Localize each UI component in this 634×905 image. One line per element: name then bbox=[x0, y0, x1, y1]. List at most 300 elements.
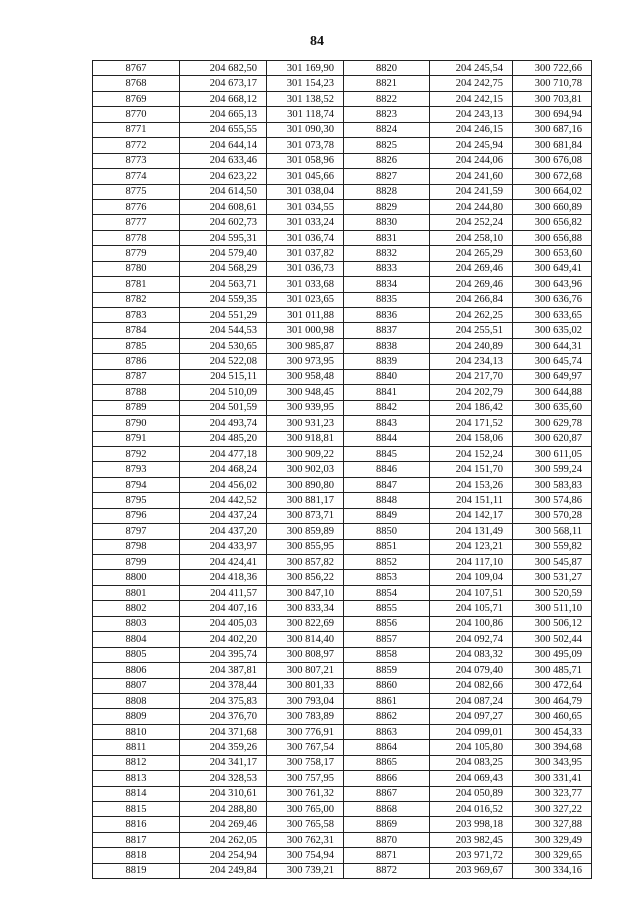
point-number-cell: 8806 bbox=[93, 663, 180, 678]
x-coordinate-cell: 204 477,18 bbox=[180, 446, 267, 461]
point-number-cell: 8803 bbox=[93, 616, 180, 631]
y-coordinate-cell: 301 033,68 bbox=[267, 277, 344, 292]
x-coordinate-cell: 204 244,80 bbox=[430, 199, 513, 214]
point-number-cell: 8778 bbox=[93, 230, 180, 245]
table-row bbox=[93, 585, 592, 600]
x-coordinate-cell: 204 265,29 bbox=[430, 246, 513, 261]
point-number-cell: 8846 bbox=[344, 462, 430, 477]
table-row bbox=[93, 817, 592, 832]
point-number-cell: 8850 bbox=[344, 524, 430, 539]
y-coordinate-cell: 300 855,95 bbox=[267, 539, 344, 554]
table-row bbox=[93, 802, 592, 817]
point-number-cell: 8843 bbox=[344, 416, 430, 431]
point-number-cell: 8821 bbox=[344, 76, 430, 91]
y-coordinate-cell: 300 611,05 bbox=[513, 446, 592, 461]
y-coordinate-cell: 300 629,78 bbox=[513, 416, 592, 431]
y-coordinate-cell: 300 472,64 bbox=[513, 678, 592, 693]
table-row bbox=[93, 832, 592, 847]
y-coordinate-cell: 300 890,80 bbox=[267, 477, 344, 492]
x-coordinate-cell: 204 252,24 bbox=[430, 215, 513, 230]
x-coordinate-cell: 204 485,20 bbox=[180, 431, 267, 446]
point-number-cell: 8835 bbox=[344, 292, 430, 307]
x-coordinate-cell: 204 151,70 bbox=[430, 462, 513, 477]
table-row bbox=[93, 493, 592, 508]
table-row bbox=[93, 678, 592, 693]
point-number-cell: 8786 bbox=[93, 354, 180, 369]
x-coordinate-cell: 204 563,71 bbox=[180, 277, 267, 292]
x-coordinate-cell: 204 142,17 bbox=[430, 508, 513, 523]
y-coordinate-cell: 300 645,74 bbox=[513, 354, 592, 369]
table-row bbox=[93, 477, 592, 492]
y-coordinate-cell: 300 833,34 bbox=[267, 601, 344, 616]
table-row bbox=[93, 385, 592, 400]
x-coordinate-cell: 204 246,15 bbox=[430, 122, 513, 137]
x-coordinate-cell: 204 665,13 bbox=[180, 107, 267, 122]
x-coordinate-cell: 204 437,24 bbox=[180, 508, 267, 523]
x-coordinate-cell: 204 411,57 bbox=[180, 585, 267, 600]
table-row bbox=[93, 199, 592, 214]
point-number-cell: 8849 bbox=[344, 508, 430, 523]
table-row bbox=[93, 76, 592, 91]
point-number-cell: 8825 bbox=[344, 138, 430, 153]
y-coordinate-cell: 300 793,04 bbox=[267, 693, 344, 708]
x-coordinate-cell: 204 269,46 bbox=[430, 261, 513, 276]
y-coordinate-cell: 300 767,54 bbox=[267, 740, 344, 755]
point-number-cell: 8868 bbox=[344, 802, 430, 817]
y-coordinate-cell: 300 985,87 bbox=[267, 338, 344, 353]
x-coordinate-cell: 204 242,15 bbox=[430, 91, 513, 106]
point-number-cell: 8826 bbox=[344, 153, 430, 168]
x-coordinate-cell: 204 328,53 bbox=[180, 771, 267, 786]
x-coordinate-cell: 204 424,41 bbox=[180, 555, 267, 570]
point-number-cell: 8845 bbox=[344, 446, 430, 461]
table-row bbox=[93, 230, 592, 245]
y-coordinate-cell: 301 038,04 bbox=[267, 184, 344, 199]
point-number-cell: 8859 bbox=[344, 663, 430, 678]
x-coordinate-cell: 204 202,79 bbox=[430, 385, 513, 400]
y-coordinate-cell: 300 859,89 bbox=[267, 524, 344, 539]
x-coordinate-cell: 204 371,68 bbox=[180, 724, 267, 739]
y-coordinate-cell: 300 676,08 bbox=[513, 153, 592, 168]
y-coordinate-cell: 300 636,76 bbox=[513, 292, 592, 307]
point-number-cell: 8867 bbox=[344, 786, 430, 801]
x-coordinate-cell: 204 269,46 bbox=[180, 817, 267, 832]
table-row bbox=[93, 771, 592, 786]
point-number-cell: 8815 bbox=[93, 802, 180, 817]
y-coordinate-cell: 300 948,45 bbox=[267, 385, 344, 400]
x-coordinate-cell: 204 668,12 bbox=[180, 91, 267, 106]
table-row bbox=[93, 107, 592, 122]
point-number-cell: 8805 bbox=[93, 647, 180, 662]
y-coordinate-cell: 300 495,09 bbox=[513, 647, 592, 662]
y-coordinate-cell: 300 643,96 bbox=[513, 277, 592, 292]
y-coordinate-cell: 300 918,81 bbox=[267, 431, 344, 446]
x-coordinate-cell: 204 407,16 bbox=[180, 601, 267, 616]
point-number-cell: 8811 bbox=[93, 740, 180, 755]
y-coordinate-cell: 300 681,84 bbox=[513, 138, 592, 153]
table-row bbox=[93, 709, 592, 724]
y-coordinate-cell: 300 394,68 bbox=[513, 740, 592, 755]
x-coordinate-cell: 204 418,36 bbox=[180, 570, 267, 585]
x-coordinate-cell: 204 171,52 bbox=[430, 416, 513, 431]
point-number-cell: 8780 bbox=[93, 261, 180, 276]
point-number-cell: 8865 bbox=[344, 755, 430, 770]
y-coordinate-cell: 300 649,97 bbox=[513, 369, 592, 384]
y-coordinate-cell: 300 334,16 bbox=[513, 863, 592, 878]
point-number-cell: 8787 bbox=[93, 369, 180, 384]
x-coordinate-cell: 204 433,97 bbox=[180, 539, 267, 554]
point-number-cell: 8851 bbox=[344, 539, 430, 554]
x-coordinate-cell: 204 579,40 bbox=[180, 246, 267, 261]
y-coordinate-cell: 300 758,17 bbox=[267, 755, 344, 770]
x-coordinate-cell: 204 109,04 bbox=[430, 570, 513, 585]
x-coordinate-cell: 204 375,83 bbox=[180, 693, 267, 708]
x-coordinate-cell: 204 217,70 bbox=[430, 369, 513, 384]
x-coordinate-cell: 204 243,13 bbox=[430, 107, 513, 122]
point-number-cell: 8788 bbox=[93, 385, 180, 400]
y-coordinate-cell: 300 502,44 bbox=[513, 632, 592, 647]
y-coordinate-cell: 300 649,41 bbox=[513, 261, 592, 276]
x-coordinate-cell: 204 530,65 bbox=[180, 338, 267, 353]
x-coordinate-cell: 204 105,80 bbox=[430, 740, 513, 755]
y-coordinate-cell: 300 783,89 bbox=[267, 709, 344, 724]
point-number-cell: 8813 bbox=[93, 771, 180, 786]
point-number-cell: 8804 bbox=[93, 632, 180, 647]
point-number-cell: 8839 bbox=[344, 354, 430, 369]
point-number-cell: 8861 bbox=[344, 693, 430, 708]
table-row bbox=[93, 539, 592, 554]
x-coordinate-cell: 204 131,49 bbox=[430, 524, 513, 539]
point-number-cell: 8871 bbox=[344, 848, 430, 863]
point-number-cell: 8814 bbox=[93, 786, 180, 801]
x-coordinate-cell: 204 551,29 bbox=[180, 308, 267, 323]
y-coordinate-cell: 301 036,73 bbox=[267, 261, 344, 276]
point-number-cell: 8768 bbox=[93, 76, 180, 91]
point-number-cell: 8796 bbox=[93, 508, 180, 523]
y-coordinate-cell: 300 568,11 bbox=[513, 524, 592, 539]
y-coordinate-cell: 300 506,12 bbox=[513, 616, 592, 631]
y-coordinate-cell: 300 570,28 bbox=[513, 508, 592, 523]
x-coordinate-cell: 204 158,06 bbox=[430, 431, 513, 446]
table-row bbox=[93, 755, 592, 770]
point-number-cell: 8820 bbox=[344, 61, 430, 76]
table-row bbox=[93, 184, 592, 199]
x-coordinate-cell: 204 152,24 bbox=[430, 446, 513, 461]
y-coordinate-cell: 300 710,78 bbox=[513, 76, 592, 91]
y-coordinate-cell: 300 511,10 bbox=[513, 601, 592, 616]
table-row bbox=[93, 508, 592, 523]
table-row bbox=[93, 323, 592, 338]
table-row bbox=[93, 354, 592, 369]
table-row bbox=[93, 632, 592, 647]
y-coordinate-cell: 300 754,94 bbox=[267, 848, 344, 863]
point-number-cell: 8794 bbox=[93, 477, 180, 492]
x-coordinate-cell: 204 083,25 bbox=[430, 755, 513, 770]
y-coordinate-cell: 300 545,87 bbox=[513, 555, 592, 570]
point-number-cell: 8827 bbox=[344, 169, 430, 184]
table-row bbox=[93, 369, 592, 384]
y-coordinate-cell: 300 973,95 bbox=[267, 354, 344, 369]
y-coordinate-cell: 300 327,22 bbox=[513, 802, 592, 817]
x-coordinate-cell: 204 258,10 bbox=[430, 230, 513, 245]
table-row bbox=[93, 740, 592, 755]
point-number-cell: 8840 bbox=[344, 369, 430, 384]
table-row bbox=[93, 138, 592, 153]
x-coordinate-cell: 204 241,60 bbox=[430, 169, 513, 184]
table-row bbox=[93, 153, 592, 168]
point-number-cell: 8847 bbox=[344, 477, 430, 492]
x-coordinate-cell: 204 079,40 bbox=[430, 663, 513, 678]
x-coordinate-cell: 204 288,80 bbox=[180, 802, 267, 817]
point-number-cell: 8831 bbox=[344, 230, 430, 245]
y-coordinate-cell: 300 739,21 bbox=[267, 863, 344, 878]
table-row bbox=[93, 555, 592, 570]
y-coordinate-cell: 300 635,60 bbox=[513, 400, 592, 415]
point-number-cell: 8857 bbox=[344, 632, 430, 647]
point-number-cell: 8863 bbox=[344, 724, 430, 739]
y-coordinate-cell: 300 873,71 bbox=[267, 508, 344, 523]
x-coordinate-cell: 204 117,10 bbox=[430, 555, 513, 570]
x-coordinate-cell: 204 673,17 bbox=[180, 76, 267, 91]
y-coordinate-cell: 301 011,88 bbox=[267, 308, 344, 323]
x-coordinate-cell: 204 437,20 bbox=[180, 524, 267, 539]
x-coordinate-cell: 204 245,94 bbox=[430, 138, 513, 153]
point-number-cell: 8838 bbox=[344, 338, 430, 353]
y-coordinate-cell: 300 656,88 bbox=[513, 230, 592, 245]
y-coordinate-cell: 300 857,82 bbox=[267, 555, 344, 570]
coordinates-table-body bbox=[93, 61, 592, 879]
point-number-cell: 8870 bbox=[344, 832, 430, 847]
point-number-cell: 8800 bbox=[93, 570, 180, 585]
y-coordinate-cell: 300 847,10 bbox=[267, 585, 344, 600]
point-number-cell: 8836 bbox=[344, 308, 430, 323]
y-coordinate-cell: 300 485,71 bbox=[513, 663, 592, 678]
x-coordinate-cell: 204 376,70 bbox=[180, 709, 267, 724]
y-coordinate-cell: 301 090,30 bbox=[267, 122, 344, 137]
table-row bbox=[93, 663, 592, 678]
x-coordinate-cell: 204 105,71 bbox=[430, 601, 513, 616]
y-coordinate-cell: 301 036,74 bbox=[267, 230, 344, 245]
table-row bbox=[93, 122, 592, 137]
table-row bbox=[93, 601, 592, 616]
x-coordinate-cell: 204 544,53 bbox=[180, 323, 267, 338]
x-coordinate-cell: 204 241,59 bbox=[430, 184, 513, 199]
y-coordinate-cell: 301 118,74 bbox=[267, 107, 344, 122]
point-number-cell: 8772 bbox=[93, 138, 180, 153]
y-coordinate-cell: 300 329,49 bbox=[513, 832, 592, 847]
x-coordinate-cell: 204 359,26 bbox=[180, 740, 267, 755]
x-coordinate-cell: 204 262,25 bbox=[430, 308, 513, 323]
point-number-cell: 8802 bbox=[93, 601, 180, 616]
point-number-cell: 8823 bbox=[344, 107, 430, 122]
y-coordinate-cell: 301 058,96 bbox=[267, 153, 344, 168]
y-coordinate-cell: 300 635,02 bbox=[513, 323, 592, 338]
table-row bbox=[93, 431, 592, 446]
x-coordinate-cell: 204 240,89 bbox=[430, 338, 513, 353]
y-coordinate-cell: 301 073,78 bbox=[267, 138, 344, 153]
y-coordinate-cell: 300 762,31 bbox=[267, 832, 344, 847]
y-coordinate-cell: 300 801,33 bbox=[267, 678, 344, 693]
point-number-cell: 8809 bbox=[93, 709, 180, 724]
page-number: 84 bbox=[310, 34, 324, 49]
table-row bbox=[93, 338, 592, 353]
x-coordinate-cell: 203 971,72 bbox=[430, 848, 513, 863]
x-coordinate-cell: 204 099,01 bbox=[430, 724, 513, 739]
x-coordinate-cell: 204 614,50 bbox=[180, 184, 267, 199]
table-row bbox=[93, 277, 592, 292]
x-coordinate-cell: 204 522,08 bbox=[180, 354, 267, 369]
y-coordinate-cell: 300 599,24 bbox=[513, 462, 592, 477]
y-coordinate-cell: 300 909,22 bbox=[267, 446, 344, 461]
x-coordinate-cell: 203 982,45 bbox=[430, 832, 513, 847]
y-coordinate-cell: 301 138,52 bbox=[267, 91, 344, 106]
y-coordinate-cell: 300 776,91 bbox=[267, 724, 344, 739]
y-coordinate-cell: 300 672,68 bbox=[513, 169, 592, 184]
table-row bbox=[93, 724, 592, 739]
x-coordinate-cell: 204 442,52 bbox=[180, 493, 267, 508]
point-number-cell: 8791 bbox=[93, 431, 180, 446]
y-coordinate-cell: 300 327,88 bbox=[513, 817, 592, 832]
x-coordinate-cell: 204 682,50 bbox=[180, 61, 267, 76]
point-number-cell: 8812 bbox=[93, 755, 180, 770]
point-number-cell: 8798 bbox=[93, 539, 180, 554]
point-number-cell: 8830 bbox=[344, 215, 430, 230]
x-coordinate-cell: 204 097,27 bbox=[430, 709, 513, 724]
point-number-cell: 8775 bbox=[93, 184, 180, 199]
y-coordinate-cell: 300 902,03 bbox=[267, 462, 344, 477]
x-coordinate-cell: 204 069,43 bbox=[430, 771, 513, 786]
y-coordinate-cell: 300 807,21 bbox=[267, 663, 344, 678]
y-coordinate-cell: 300 931,23 bbox=[267, 416, 344, 431]
x-coordinate-cell: 204 234,13 bbox=[430, 354, 513, 369]
point-number-cell: 8860 bbox=[344, 678, 430, 693]
point-number-cell: 8808 bbox=[93, 693, 180, 708]
coordinates-table bbox=[92, 60, 592, 879]
point-number-cell: 8792 bbox=[93, 446, 180, 461]
y-coordinate-cell: 301 034,55 bbox=[267, 199, 344, 214]
point-number-cell: 8855 bbox=[344, 601, 430, 616]
point-number-cell: 8771 bbox=[93, 122, 180, 137]
y-coordinate-cell: 300 660,89 bbox=[513, 199, 592, 214]
point-number-cell: 8770 bbox=[93, 107, 180, 122]
x-coordinate-cell: 204 255,51 bbox=[430, 323, 513, 338]
y-coordinate-cell: 300 881,17 bbox=[267, 493, 344, 508]
point-number-cell: 8818 bbox=[93, 848, 180, 863]
y-coordinate-cell: 300 958,48 bbox=[267, 369, 344, 384]
y-coordinate-cell: 300 583,83 bbox=[513, 477, 592, 492]
point-number-cell: 8858 bbox=[344, 647, 430, 662]
point-number-cell: 8864 bbox=[344, 740, 430, 755]
y-coordinate-cell: 300 765,58 bbox=[267, 817, 344, 832]
y-coordinate-cell: 301 023,65 bbox=[267, 292, 344, 307]
table-row bbox=[93, 292, 592, 307]
x-coordinate-cell: 204 186,42 bbox=[430, 400, 513, 415]
y-coordinate-cell: 300 765,00 bbox=[267, 802, 344, 817]
table-row bbox=[93, 308, 592, 323]
point-number-cell: 8783 bbox=[93, 308, 180, 323]
table-row bbox=[93, 246, 592, 261]
table-row bbox=[93, 400, 592, 415]
point-number-cell: 8789 bbox=[93, 400, 180, 415]
x-coordinate-cell: 204 269,46 bbox=[430, 277, 513, 292]
x-coordinate-cell: 204 254,94 bbox=[180, 848, 267, 863]
table-row bbox=[93, 786, 592, 801]
point-number-cell: 8866 bbox=[344, 771, 430, 786]
x-coordinate-cell: 204 082,66 bbox=[430, 678, 513, 693]
point-number-cell: 8869 bbox=[344, 817, 430, 832]
y-coordinate-cell: 301 169,90 bbox=[267, 61, 344, 76]
x-coordinate-cell: 204 405,03 bbox=[180, 616, 267, 631]
y-coordinate-cell: 300 939,95 bbox=[267, 400, 344, 415]
point-number-cell: 8810 bbox=[93, 724, 180, 739]
x-coordinate-cell: 204 083,32 bbox=[430, 647, 513, 662]
y-coordinate-cell: 300 856,22 bbox=[267, 570, 344, 585]
table-row bbox=[93, 693, 592, 708]
x-coordinate-cell: 204 245,54 bbox=[430, 61, 513, 76]
y-coordinate-cell: 300 323,77 bbox=[513, 786, 592, 801]
y-coordinate-cell: 300 687,16 bbox=[513, 122, 592, 137]
x-coordinate-cell: 204 501,59 bbox=[180, 400, 267, 415]
table-row bbox=[93, 61, 592, 76]
x-coordinate-cell: 204 341,17 bbox=[180, 755, 267, 770]
y-coordinate-cell: 301 154,23 bbox=[267, 76, 344, 91]
y-coordinate-cell: 300 331,41 bbox=[513, 771, 592, 786]
table-row bbox=[93, 647, 592, 662]
x-coordinate-cell: 203 998,18 bbox=[430, 817, 513, 832]
y-coordinate-cell: 300 559,82 bbox=[513, 539, 592, 554]
table-row bbox=[93, 524, 592, 539]
table-row bbox=[93, 863, 592, 878]
point-number-cell: 8842 bbox=[344, 400, 430, 415]
y-coordinate-cell: 300 644,31 bbox=[513, 338, 592, 353]
point-number-cell: 8795 bbox=[93, 493, 180, 508]
x-coordinate-cell: 204 559,35 bbox=[180, 292, 267, 307]
x-coordinate-cell: 204 515,11 bbox=[180, 369, 267, 384]
point-number-cell: 8844 bbox=[344, 431, 430, 446]
y-coordinate-cell: 300 520,59 bbox=[513, 585, 592, 600]
x-coordinate-cell: 204 402,20 bbox=[180, 632, 267, 647]
table-row bbox=[93, 261, 592, 276]
y-coordinate-cell: 300 722,66 bbox=[513, 61, 592, 76]
table-row bbox=[93, 616, 592, 631]
y-coordinate-cell: 301 037,82 bbox=[267, 246, 344, 261]
point-number-cell: 8790 bbox=[93, 416, 180, 431]
y-coordinate-cell: 300 664,02 bbox=[513, 184, 592, 199]
y-coordinate-cell: 300 620,87 bbox=[513, 431, 592, 446]
x-coordinate-cell: 204 100,86 bbox=[430, 616, 513, 631]
point-number-cell: 8834 bbox=[344, 277, 430, 292]
point-number-cell: 8862 bbox=[344, 709, 430, 724]
x-coordinate-cell: 204 493,74 bbox=[180, 416, 267, 431]
x-coordinate-cell: 204 510,09 bbox=[180, 385, 267, 400]
x-coordinate-cell: 204 568,29 bbox=[180, 261, 267, 276]
point-number-cell: 8807 bbox=[93, 678, 180, 693]
x-coordinate-cell: 204 249,84 bbox=[180, 863, 267, 878]
point-number-cell: 8782 bbox=[93, 292, 180, 307]
y-coordinate-cell: 300 454,33 bbox=[513, 724, 592, 739]
point-number-cell: 8828 bbox=[344, 184, 430, 199]
point-number-cell: 8777 bbox=[93, 215, 180, 230]
y-coordinate-cell: 300 460,65 bbox=[513, 709, 592, 724]
point-number-cell: 8799 bbox=[93, 555, 180, 570]
x-coordinate-cell: 204 242,75 bbox=[430, 76, 513, 91]
y-coordinate-cell: 300 694,94 bbox=[513, 107, 592, 122]
x-coordinate-cell: 204 244,06 bbox=[430, 153, 513, 168]
point-number-cell: 8781 bbox=[93, 277, 180, 292]
x-coordinate-cell: 204 092,74 bbox=[430, 632, 513, 647]
table-row bbox=[93, 462, 592, 477]
y-coordinate-cell: 300 761,32 bbox=[267, 786, 344, 801]
